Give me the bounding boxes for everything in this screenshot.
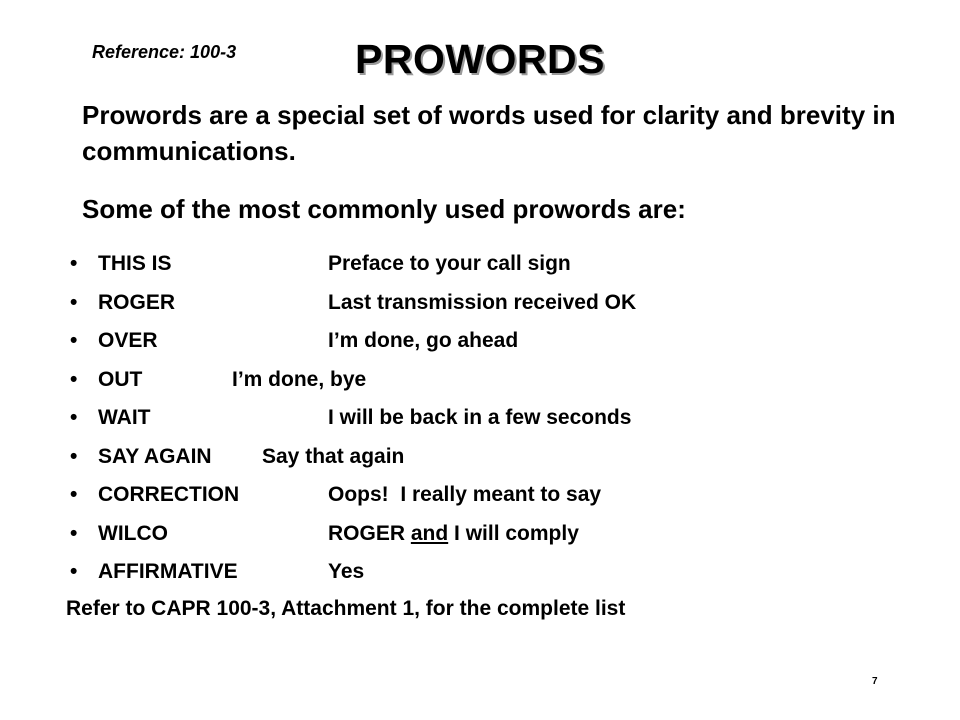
proword-definition: Preface to your call sign [328,252,571,275]
proword-term: ROGER [98,290,176,314]
bullet-icon: • [70,406,78,429]
proword-term: AFFIRMATIVE [98,560,238,583]
bullet-icon: • [70,367,78,391]
proword-term: WILCO [98,521,168,545]
proword-list [66,252,636,599]
intro-paragraph: Prowords are a special set of words used for clarity and brevity in communications. [82,100,896,166]
slide-title: PROWORDS [355,36,605,82]
bullet-icon: • [70,521,78,545]
list-item [66,329,636,368]
proword-term: OVER [98,329,158,352]
bullet-icon: • [70,560,78,583]
proword-term: OUT [98,367,143,391]
proword-term: SAY AGAIN [98,444,212,468]
proword-definition: Say that again [262,444,405,468]
bullet-icon: • [70,290,78,314]
definition-emphasis: and [410,521,449,545]
proword-term: CORRECTION [98,483,240,506]
proword-definition: Oops! I really meant to say [328,483,602,506]
proword-definition: Last transmission received OK [328,290,637,314]
proword-definition: I’m done, bye [232,367,367,391]
list-item [66,291,636,330]
bullet-icon: • [70,252,78,275]
list-item [66,445,636,484]
list-item [66,560,636,599]
list-item [66,406,636,445]
bullet-icon: • [70,483,78,506]
page-number: 7 [872,676,878,687]
reference-label: Reference: 100-3 [92,42,237,62]
definition-text: I will comply [448,521,579,545]
intro-subheading: Some of the most commonly used prowords are: [82,194,686,224]
proword-term: WAIT [98,406,151,429]
list-item [66,522,636,561]
footer-reference-text: Refer to CAPR 100-3, Attachment 1, for the complete list [66,597,626,620]
bullet-icon: • [70,444,78,468]
proword-definition: I will be back in a few seconds [328,406,632,429]
proword-definition: I’m done, go ahead [328,329,519,352]
list-item [66,252,636,291]
definition-text: ROGER [328,521,411,545]
proword-definition [328,522,579,545]
list-item [66,368,636,407]
bullet-icon: • [70,329,78,352]
proword-term: THIS IS [98,252,172,275]
list-item [66,483,636,522]
proword-definition: Yes [328,560,365,583]
